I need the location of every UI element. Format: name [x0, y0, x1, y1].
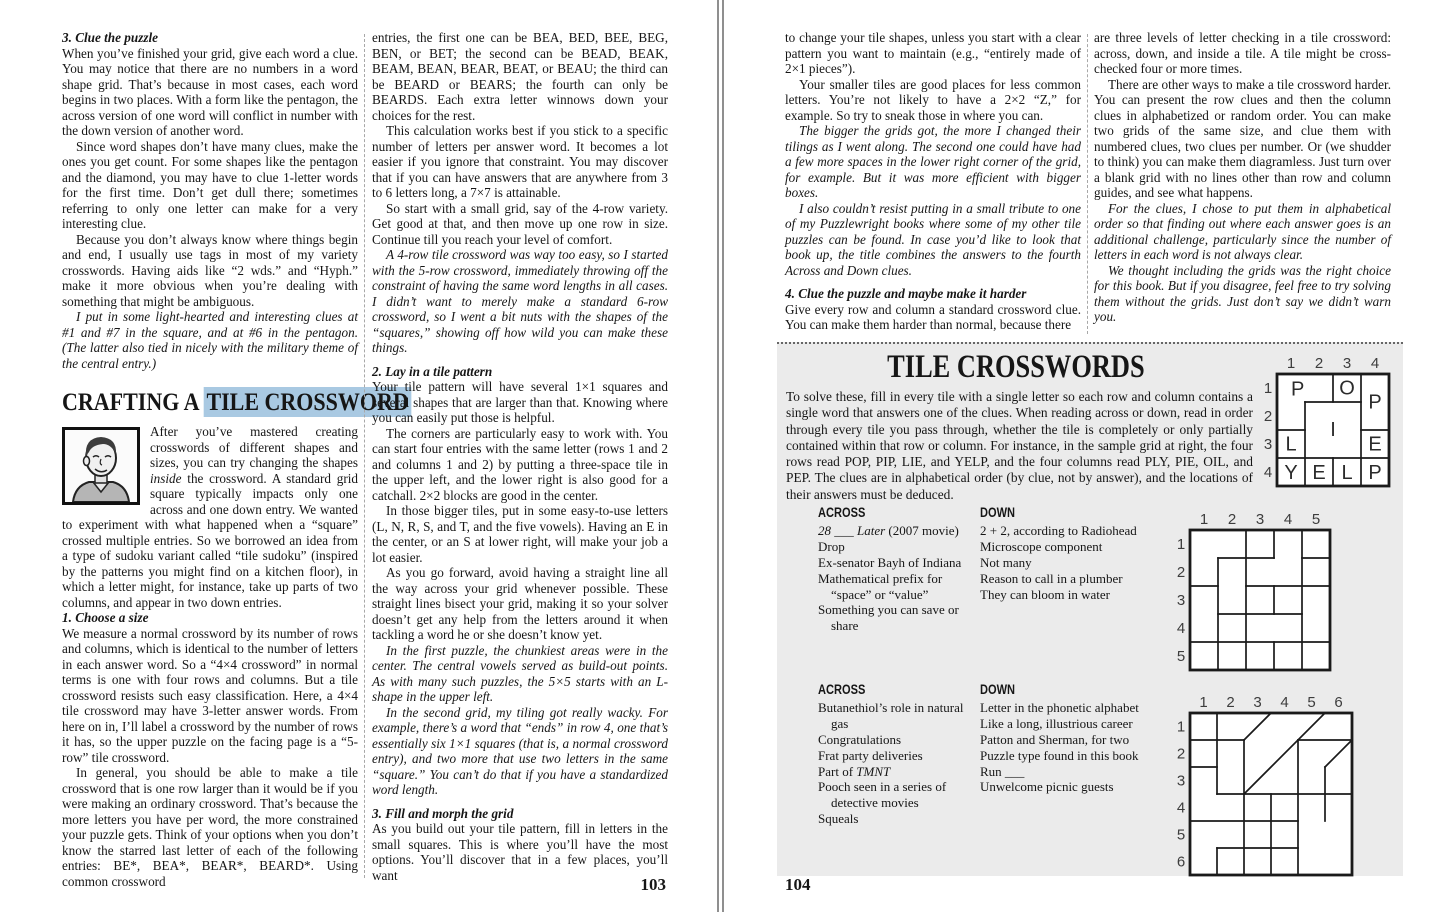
- right-page-column-1: [785, 30, 1081, 333]
- grid-row-number: 4: [1176, 620, 1186, 637]
- paragraph: After you’ve mastered creating crosswords of different shapes and sizes, you can try changing the shapes inside the crossword. A standard grid square typically impacts only one across and one down entry. We wanted to experiment with what happened when a “square” crossed multiple entries. So we borrowed an idea from a type of sudoku variant called “tile sudoku” (inspired by the patterns you might find on a kitchen floor), in which a letter might, for instance, take up parts of two columns, and appear in two down entries.: [62, 424, 358, 610]
- down-clue-list: [980, 523, 1152, 603]
- paragraph: I put in some light-hearted and interesting clues at #1 and #7 in the square, and at #6 in the pentagon. (The latter also tied in nicely with the military theme of the central entry.): [62, 309, 358, 371]
- paragraph: Drop: [818, 538, 845, 554]
- heading: 2. Lay in a tile pattern: [372, 363, 493, 379]
- grid-row-number: 6: [1176, 853, 1186, 871]
- paragraph: Your smaller tiles are good places for less common letters. You’re not likely to have a 2×2 “Z,” for example. So try to sneak those in where you can.: [785, 76, 1081, 123]
- grid-row-number: 1: [1176, 536, 1186, 553]
- paragraph: As you build out your tile pattern, fill in letters in the small squares. This is where you’ll have the most options. You’ll discover that in a few places, you’ll want: [372, 821, 668, 883]
- paragraph: In general, you should be able to make a tile crossword that is one row larger than it would be if you were making an ordinary crossword. That’s because the more letters you have per word, the more constrained your puzzle gets. Think of your options when you don’t know the starred last letter of each of the following entries: BE*, BEA*, BEAR*, BEARD*. Using common crossword: [62, 765, 358, 889]
- down-clue-list: [980, 700, 1152, 795]
- grid-letter: L: [1341, 462, 1353, 485]
- paragraph: Squeals: [818, 811, 859, 827]
- column-1-text-bottom: [62, 610, 358, 889]
- paragraph: I also couldn’t resist putting in a small tribute to one of my Puzzlewright books where some of my other tile puzzles can be found. In case you’d like to look that book up, the title combines the answers to the fourth Across and Down clues.: [785, 200, 1081, 278]
- grid-column-number: 4: [1283, 511, 1293, 528]
- paragraph: To solve these, fill in every tile with a single letter so each row and column contains a single word that answers one of the clues. When reading across or down, read in order through every tile you pass through, whether the tile is completely or only partially contained within that row or column. For instance, in the sample grid at right, the four rows read POP, PIP, LIE, and YELP, and the four columns read PLY, PIE, OIL, and PEP. The clues are in alphabetical order (by clue, not by answer), and the locations of their answers must be deduced.: [786, 389, 1253, 502]
- author-portrait-illustration: [65, 430, 137, 502]
- column-1-text: [785, 30, 1081, 333]
- down-heading: DOWN: [980, 505, 1016, 520]
- panel-instructions: [786, 389, 1253, 503]
- paragraph: Because you don’t always know where things begin and end, I usually use tags in most of my variety crosswords. Having aids like “2 wds.” and “Hyph.” make it more obvious when you’re dealing with something that might be ambiguous.: [62, 231, 358, 309]
- grid-column-number: 5: [1311, 511, 1321, 528]
- paragraph: are three levels of letter checking in a tile crossword: across, down, and inside a tile. A tile might be cross-checked four or more times.: [1094, 30, 1391, 76]
- across-clue-list: [818, 700, 976, 827]
- grid-column-number: 4: [1370, 355, 1380, 372]
- grid-column-number: 5: [1307, 694, 1316, 711]
- tile-crosswords-panel: [777, 342, 1403, 876]
- paragraph: Letter in the phonetic alphabet: [980, 699, 1139, 715]
- column-2-text: [372, 30, 668, 883]
- grid-row-number: 1: [1263, 380, 1273, 397]
- grid-column-number: 1: [1286, 355, 1296, 372]
- heading: 4. Clue the puzzle and maybe make it harder: [785, 286, 1027, 301]
- heading: CRAFTING A TILE CROSSWORD: [62, 389, 322, 416]
- paragraph: Not many: [980, 554, 1032, 570]
- paragraph: We thought including the grids was the right choice for this book. But if you disagree, feel free to try solving them without the grids. Just don’t say we didn’t warn you.: [1094, 262, 1391, 324]
- paragraph: For the clues, I chose to put them in alphabetical order so that finding out where each answer goes is an additional challenge, particularly since the number of letters in each word is not always clear.: [1094, 200, 1391, 262]
- paragraph: Microscope component: [980, 538, 1103, 554]
- author-portrait: [62, 427, 140, 505]
- grid-row-number: 5: [1176, 648, 1186, 665]
- panel-title-row: [777, 350, 1255, 384]
- paragraph: Since word shapes don’t have many clues, make the ones you get count. For some shapes like the pentagon and the diamond, you may have to clue 1-letter words for the first time. Don’t get dull there; sometimes referring to only one letter can make for a very interesting clue.: [62, 138, 358, 231]
- paragraph: Part of TMNT: [818, 763, 891, 779]
- grid-column-number: 2: [1314, 355, 1324, 372]
- grid-row-number: 4: [1263, 464, 1273, 481]
- puzzle2-across-clues: [818, 682, 976, 827]
- across-clue-list: [818, 523, 976, 634]
- paragraph: Puzzle type found in this book: [980, 747, 1139, 763]
- page-103: [0, 0, 719, 912]
- puzzle1-down-clues: [980, 505, 1152, 602]
- paragraph: 2 + 2, according to Radiohead: [980, 522, 1137, 538]
- paragraph: entries, the first one can be BEA, BED, BEE, BEG, BEN, or BET; the second can be BEAD, BEAK, BEAM, BEAN, BEAR, BEAT, or BEAU; the third can be BEARD or BEARS; the fourth can only be BEARDS. Each extra letter winnows down your choices for the rest.: [372, 30, 668, 123]
- page-divider: [717, 0, 724, 912]
- grid-letter: O: [1339, 377, 1355, 400]
- grid-row-number: 3: [1263, 436, 1273, 453]
- paragraph: Run ___: [980, 763, 1025, 779]
- column-divider-rule: [364, 34, 365, 878]
- paragraph: As you go forward, avoid having a straight line all the way across your grid whenever possible. These straight lines bisect your grid, making it so your solver doesn’t get any help from the letters around it when tackling a word he or she doesn’t know yet.: [372, 565, 668, 642]
- heading: 1. Choose a size: [62, 610, 149, 625]
- sample-grid: [1255, 352, 1393, 490]
- paragraph: Patton and Sherman, for two: [980, 731, 1130, 747]
- right-page-column-2: [1094, 30, 1391, 325]
- paragraph: Congratulations: [818, 731, 902, 747]
- heading: 3. Fill and morph the grid: [372, 805, 514, 821]
- grid-row-number: 4: [1176, 799, 1186, 817]
- across-heading: ACROSS: [818, 682, 866, 697]
- column-2-text: [1094, 30, 1391, 325]
- down-heading: DOWN: [980, 682, 1016, 697]
- paragraph: They can bloom in water: [980, 586, 1110, 602]
- paragraph: In the first puzzle, the chunkiest areas were in the center. The central vowels served as build-out points. As with many such puzzles, the 5×5 starts with an L-shape in the upper left.: [372, 642, 668, 704]
- across-heading: ACROSS: [818, 505, 866, 520]
- column-divider-rule: [1087, 34, 1088, 334]
- grid-letter: E: [1368, 433, 1382, 456]
- five-row-puzzle-grid: [1168, 508, 1334, 674]
- left-page-column-2: [372, 30, 668, 883]
- paragraph: There are other ways to make a tile crossword harder. You can present the row clues and then the column clues in alphabetized or random order. You can make two grids of the same size, and clue them with numbered clues, two clues per number. Or (we shudder to think) you can make them diagramless. Just turn over a blank grid with no lines other than row and column guides, and see what happens.: [1094, 76, 1391, 200]
- grid-letter: P: [1291, 378, 1305, 401]
- grid-column-number: 1: [1199, 694, 1208, 711]
- grid-row-number: 3: [1176, 772, 1186, 790]
- grid-column-number: 3: [1255, 511, 1265, 528]
- grid-letter: I: [1330, 419, 1336, 441]
- grid-row-number: 3: [1176, 592, 1186, 609]
- paragraph: Mathematical prefix for “space” or “value”: [818, 570, 943, 602]
- paragraph: So start with a small grid, say of the 4-row variety. Get good at that, and then move up one row in size. Continue till you reach your level of comfort.: [372, 200, 668, 247]
- paragraph: Unwelcome picnic guests: [980, 779, 1114, 795]
- puzzle2-down-clues: [980, 682, 1152, 795]
- page-number-104: 104: [785, 875, 811, 894]
- paragraph: Ex-senator Bayh of Indiana: [818, 554, 962, 570]
- grid-row-number: 2: [1176, 745, 1186, 763]
- author-bio-block: [62, 424, 358, 610]
- grid-letter: Y: [1284, 462, 1298, 485]
- grid-column-number: 4: [1280, 694, 1289, 711]
- paragraph: In the second grid, my tiling got really wacky. For example, there’s a word that “ends” in row 4, one that’s essentially six 1×1 squares (that is, a normal crossword entry), and two more that use two letters in the same “square.” You can’t do that if you have a standardized word length.: [372, 704, 668, 797]
- left-page-column-1: [62, 30, 409, 889]
- paragraph: A 4-row tile crossword was way too easy, so I started with the 5-row crossword, immediately throwing off the constraint of having the same word lengths in all cases. I didn’t want to merely make a standard 6-row crossword, so I went a bit nuts with the shapes of the “squares,” showing off how wild you can make these things.: [372, 247, 668, 355]
- paragraph: Your tile pattern will have several 1×1 squares and several shapes that are larger than that. Knowing where you can easily put those is helpful.: [372, 379, 668, 425]
- grid-column-number: 1: [1199, 511, 1209, 528]
- column-1-text-top: [62, 30, 409, 416]
- six-row-puzzle-grid: [1168, 691, 1356, 879]
- grid-letter: P: [1368, 391, 1382, 414]
- grid-row-number: 1: [1176, 718, 1186, 736]
- paragraph: Pooch seen in a series of detective movies: [818, 779, 947, 811]
- grid-column-number: 3: [1342, 355, 1352, 372]
- grid-column-number: 6: [1334, 694, 1343, 711]
- grid-row-number: 5: [1176, 826, 1186, 844]
- grid-column-number: 3: [1253, 694, 1262, 711]
- paragraph: Like a long, illustrious career: [980, 715, 1133, 731]
- grid-row-number: 2: [1263, 408, 1273, 425]
- panel-title: TILE CROSSWORDS: [887, 349, 1145, 385]
- paragraph: The bigger the grids got, the more I changed their tilings as I went along. The second one could have had a few more spaces in the lower right corner of the grid, for example. But it was more efficient with bigger boxes.: [785, 123, 1081, 200]
- grid-letter: E: [1312, 462, 1326, 485]
- grid-row-number: 2: [1176, 564, 1186, 581]
- page-number-103: 103: [640, 875, 666, 894]
- grid-letter: P: [1368, 462, 1382, 485]
- paragraph: This calculation works best if you stick to a specific number of letters per answer word. It becomes a lot easier if you ignore that constraint. You may discover that if you can have answers that are anywhere from 3 to 6 letters long, a 7×7 is attainable.: [372, 123, 668, 200]
- paragraph: In those bigger tiles, put in some easy-to-use letters (L, N, R, S, and T, and the five vowels). Having an E in the center, or an S at lower right, will make your job a lot easier.: [372, 503, 668, 565]
- paragraph: Frat party deliveries: [818, 747, 923, 763]
- paragraph: When you’ve finished your grid, give each word a clue. You may notice that there are no numbers in a word shape grid. That’s because in most cases, each word begins in two places. With a form like the pentagon, the across version of one word will conflict in number with the down version of another word.: [62, 45, 358, 138]
- page-104: [725, 0, 1445, 912]
- grid-column-number: 2: [1226, 694, 1235, 711]
- paragraph: We measure a normal crossword by its number of rows and columns, which is identical to the number of letters in each answer word. So a “4×4 crossword” in normal terms is one with four rows and columns. But a tile crossword resists such easy classification. Here, a 4×4 tile crossword may have 3-letter answer words. From here on in, I’ll label a crossword by the number of rows it has, so the upper puzzle on the facing page is a “5-row” tile crossword.: [62, 625, 358, 765]
- paragraph: The corners are particularly easy to work with. You can start four entries with the same letter (rows 1 and 2 and columns 1 and 2) by putting a three-space tile in the upper left, and the lower right is also good for a catchall. 2×2 blocks are good in the center.: [372, 425, 668, 503]
- paragraph: to change your tile shapes, unless you start with a clear pattern you want to maintain (e.g., “entirely made of 2×1 pieces”).: [785, 30, 1081, 76]
- grid-column-number: 2: [1227, 511, 1237, 528]
- paragraph: 28 ___ Later (2007 movie): [818, 522, 959, 538]
- paragraph: Something you can save or share: [818, 602, 959, 634]
- paragraph: Reason to call in a plumber: [980, 570, 1123, 586]
- puzzle1-across-clues: [818, 505, 976, 634]
- paragraph: Give every row and column a standard crossword clue. You can make them harder than normal, because there: [785, 301, 1081, 332]
- heading: 3. Clue the puzzle: [62, 30, 158, 45]
- grid-letter: L: [1285, 433, 1297, 456]
- paragraph: Butanethiol’s role in natural gas: [818, 699, 964, 731]
